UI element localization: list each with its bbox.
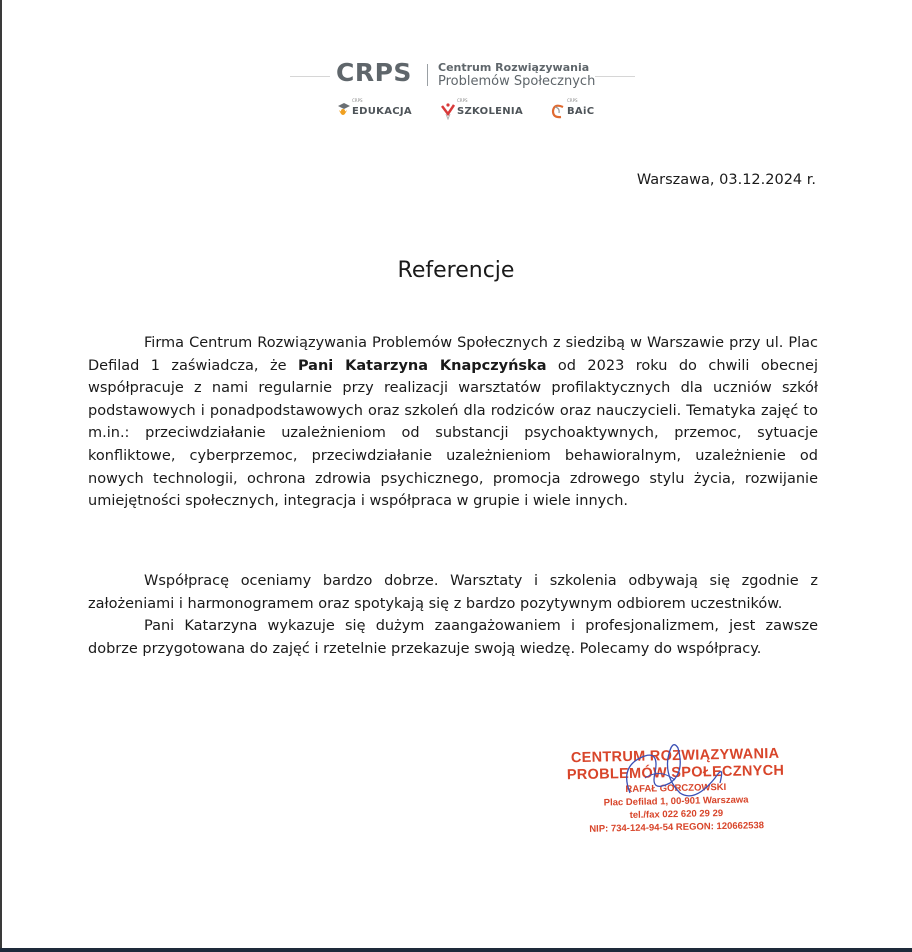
sub-logo-prefix: CRPS xyxy=(457,98,468,103)
stamp-line-1: CENTRUM ROZWIĄZYWANIA xyxy=(570,745,780,767)
sub-logo-edukacja xyxy=(336,100,412,122)
person-name: Pani Katarzyna Knapczyńska xyxy=(297,357,547,374)
organization-name-line1: Centrum Rozwiązywania xyxy=(438,61,590,74)
stamp-address: Plac Defilad 1, 00-901 Warszawa xyxy=(603,794,749,809)
paragraph-2: Współpracę oceniamy bardzo dobrze. Warsztaty i szkolenia odbywają się zgodnie z założeniami i harmonogramem oraz spotykają się z bardzo pozytywnym odbiorem uczestników. xyxy=(88,573,818,612)
letterhead xyxy=(0,56,912,136)
paragraph-1 xyxy=(88,332,818,513)
paragraph-1-intro: Firma Centrum Rozwiązywania Problemów Społecznych z siedzibą w Warszawie przy ul. Plac Defilad 1 zaświadcza, że xyxy=(88,335,818,374)
document-title: Referencje xyxy=(397,258,515,283)
person-figure-icon xyxy=(441,102,455,120)
paragraph-1-rest: od 2023 roku do chwili obecnej współpracuje z nami regularnie przy realizacji warsztatów profilaktycznych dla uczniów szkół podstawowych i ponadpodstawowych oraz szkoleń dla rodziców oraz nauczycieli. Tematyka zajęć to m.in.: przeciwdziałanie uzależnieniom od substancji psychoaktywnych, przemoc, sytuacje konfliktowe, cyberprzemoc, przeciwdziałanie uzależnieniom behawioralnym, uzależnienie od nowych technologii, ochrona zdrowia psychicznego, promocja zdrowego stylu życia, rozwijanie umiejętności społecznych, integracja i współpraca w grupie i wiele innych. xyxy=(88,357,819,510)
crps-logo: CRPS xyxy=(336,58,412,87)
logo-divider xyxy=(427,64,428,86)
company-stamp xyxy=(555,745,797,846)
sub-logo-label: SZKOLENIA xyxy=(457,105,523,117)
sub-logo-szkolenia xyxy=(441,100,523,122)
sub-logo-label: EDUKACJA xyxy=(352,105,412,117)
stamp-tax-ids: NIP: 734-124-94-54 REGON: 120662538 xyxy=(589,820,765,835)
paragraph-group-2 xyxy=(88,570,818,660)
organization-name-line2: Problemów Społecznych xyxy=(438,74,596,89)
letterhead-rule-right xyxy=(595,76,635,77)
swirl-icon xyxy=(551,102,565,120)
organization-name xyxy=(438,61,595,89)
stamp-signatory: RAFAŁ GORCZOWSKI xyxy=(625,781,727,796)
window-bottom-bar xyxy=(0,948,912,952)
stamp-line-2: PROBLEMÓW SPOŁECZNYCH xyxy=(566,762,785,784)
sub-logo-prefix: CRPS xyxy=(352,98,363,103)
graduate-icon xyxy=(336,102,350,120)
stamp-phone: tel./fax 022 620 29 29 xyxy=(629,808,724,821)
sub-logo-baic xyxy=(551,100,594,122)
sub-logo-prefix: CRPS xyxy=(567,98,578,103)
paragraph-3: Pani Katarzyna wykazuje się dużym zaangażowaniem i profesjonalizmem, jest zawsze dobrze przygotowana do zajęć i rzetelnie przekazuje swoją wiedzę. Polecamy do współpracy. xyxy=(88,618,818,657)
date-line: Warszawa, 03.12.2024 r. xyxy=(636,172,816,188)
sub-logo-label: BAiC xyxy=(567,105,595,117)
letterhead-rule-left xyxy=(290,76,330,77)
window-left-border xyxy=(0,0,2,952)
